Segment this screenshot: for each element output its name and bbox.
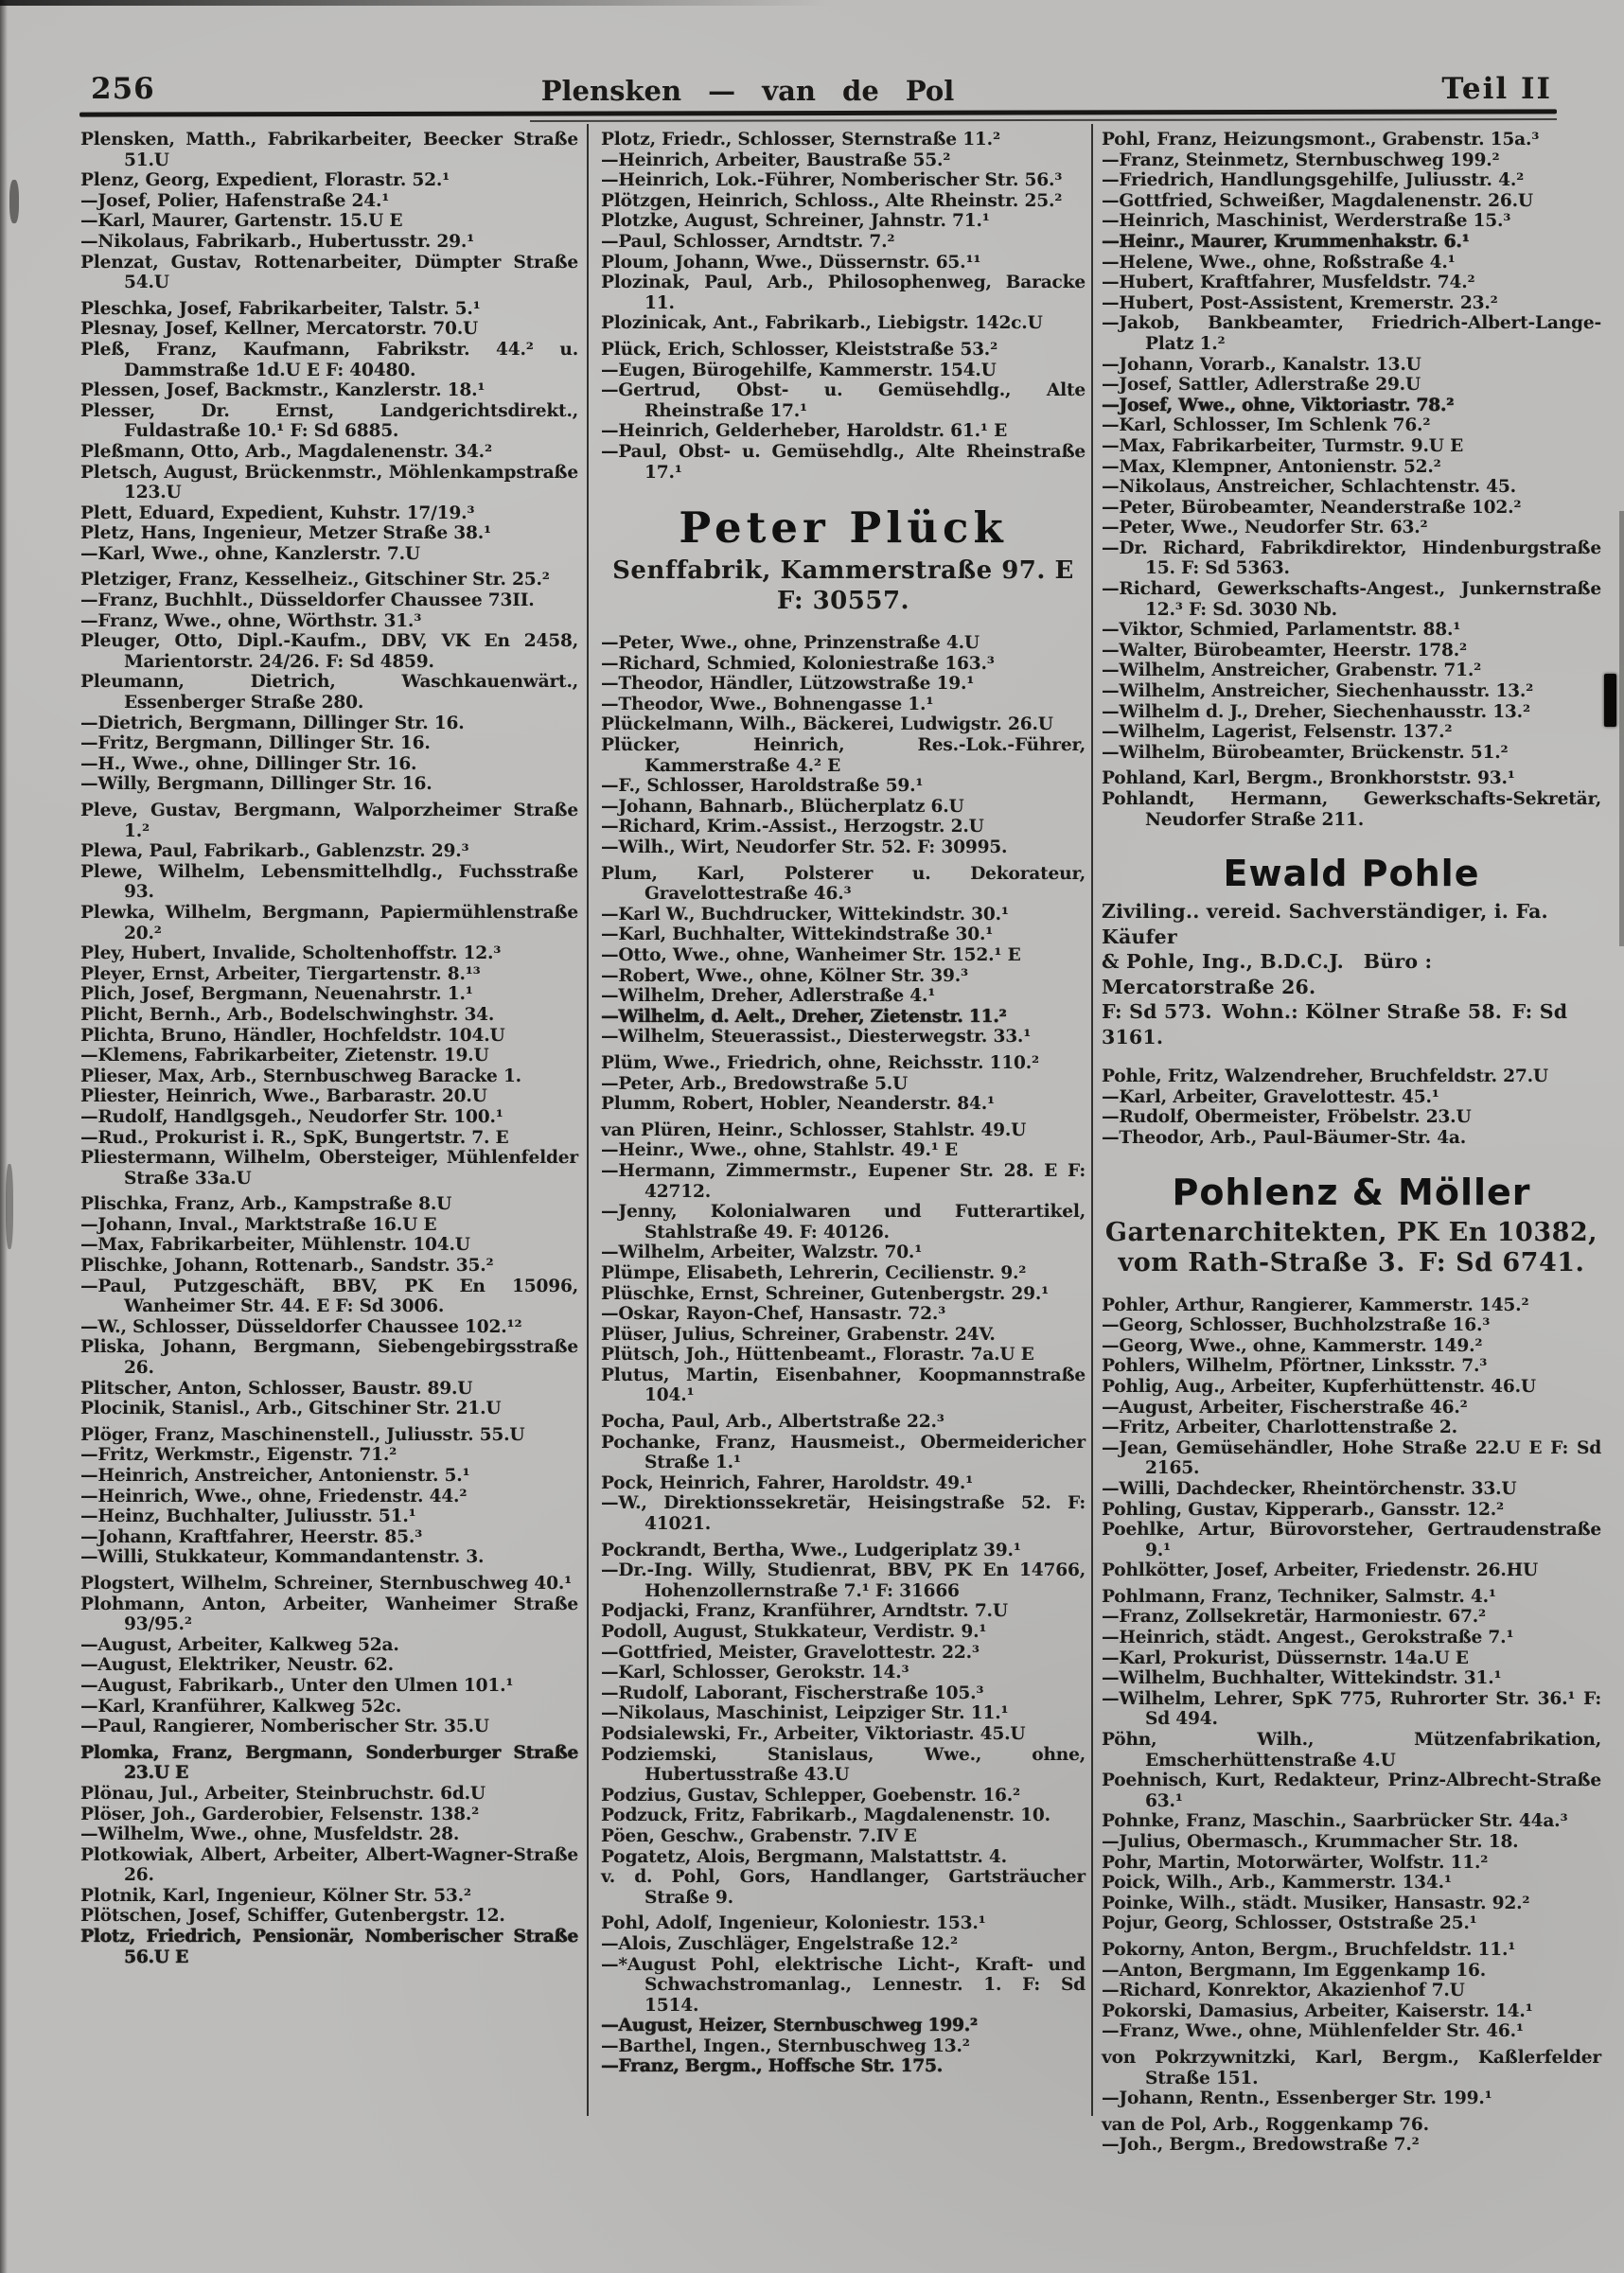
directory-entry: van Plüren, Heinr., Schlosser, Stahlstr. 49.U <box>601 1119 1027 1140</box>
directory-entry: Plücker, Heinrich, Res.-Lok.-Führer, Kammerstraße 4.² E <box>601 735 1086 776</box>
directory-entry: —Karl, Maurer, Gartenstr. 15.U E <box>80 211 403 232</box>
directory-entry: —Heinr., Wwe., ohne, Stahlstr. 49.¹ E <box>601 1140 958 1161</box>
directory-entry: Poinke, Wilh., städt. Musiker, Hansastr. 92.² <box>1102 1893 1530 1913</box>
directory-entry: —Robert, Wwe., ohne, Kölner Str. 39.³ <box>601 965 968 986</box>
directory-entry: Plötzgen, Heinrich, Schloss., Alte Rheinstr. 25.² <box>601 190 1063 211</box>
directory-entry: —Rud., Prokurist i. R., SpK, Bungertstr. 7. E <box>80 1127 509 1148</box>
directory-entry: —Helene, Wwe., ohne, Roßstraße 4.¹ <box>1102 252 1456 273</box>
directory-entry: —August, Arbeiter, Fischerstraße 46.² <box>1102 1397 1468 1418</box>
directory-entry: Plischka, Franz, Arb., Kampstraße 8.U <box>80 1194 452 1215</box>
directory-entry: Plomka, Franz, Bergmann, Sonderburger Straße 23.U E <box>80 1742 578 1784</box>
directory-entry: Plotzke, August, Schreiner, Jahnstr. 71.¹ <box>601 211 990 232</box>
directory-entry: Pohland, Karl, Bergm., Bronkhorststr. 93.¹ <box>1102 768 1515 789</box>
directory-entry: —Dietrich, Bergmann, Dillinger Str. 16. <box>80 713 465 733</box>
directory-entry: Plischke, Johann, Rottenarb., Sandstr. 35.² <box>80 1256 494 1277</box>
directory-entry: Plutus, Martin, Eisenbahner, Koopmannstraße 104.¹ <box>601 1365 1086 1406</box>
directory-entry: —August, Heizer, Sternbuschweg 199.² <box>601 2016 978 2036</box>
directory-entry: Pohlig, Aug., Arbeiter, Kupferhüttenstr. 46.U <box>1102 1376 1536 1397</box>
directory-entry: —Wilhelm, Arbeiter, Walzstr. 70.¹ <box>601 1242 923 1263</box>
directory-entry: —Richard, Schmied, Koloniestraße 163.³ <box>601 653 995 674</box>
directory-entry: Pletsch, August, Brückenmstr., Möhlenkampstraße 123.U <box>80 462 578 503</box>
directory-entry: —Max, Klempner, Antonienstr. 52.² <box>1102 456 1441 477</box>
directory-entry: —Otto, Wwe., ohne, Wanheimer Str. 152.¹ E <box>601 945 1021 965</box>
directory-entry: Pokorny, Anton, Bergm., Bruchfeldstr. 11.¹ <box>1102 1939 1516 1960</box>
directory-entry: —Heinrich, Gelderheber, Haroldstr. 61.¹ E <box>601 421 1008 442</box>
directory-entry: —W., Schlosser, Düsseldorfer Chaussee 102.¹² <box>80 1316 522 1337</box>
directory-entry: Pletziger, Franz, Kesselheiz., Gitschiner Str. 25.² <box>80 570 550 590</box>
directory-entry: —Franz, Bergm., Hoffsche Str. 175. <box>601 2056 943 2077</box>
directory-entry: Pleßmann, Otto, Arb., Magdalenenstr. 34.² <box>80 441 492 462</box>
directory-entry: Plönau, Jul., Arbeiter, Steinbruchstr. 6d.U <box>80 1783 485 1804</box>
directory-entry: —Franz, Zollsekretär, Harmoniestr. 67.² <box>1102 1607 1486 1628</box>
directory-entry: —Karl, Wwe., ohne, Kanzlerstr. 7.U <box>80 543 420 564</box>
directory-entry: —Gertrud, Obst- u. Gemüsehdlg., Alte Rheinstraße 17.¹ <box>601 380 1086 421</box>
directory-entry: —Wilhelm, Lagerist, Felsenstr. 137.² <box>1102 722 1453 743</box>
directory-entry: Podziemski, Stanislaus, Wwe., ohne, Hubertusstraße 43.U <box>601 1744 1086 1786</box>
page-title: Plensken — van de Pol <box>540 75 955 107</box>
header-rule-thin <box>530 118 1557 122</box>
directory-entry: —Franz, Wwe., ohne, Mühlenfelder Str. 46.¹ <box>1102 2021 1524 2042</box>
directory-entry: —Heinrich, Anstreicher, Antonienstr. 5.¹ <box>80 1466 470 1486</box>
directory-entry: Plüser, Julius, Schreiner, Grabenstr. 24V. <box>601 1324 996 1345</box>
directory-entry: Plesser, Dr. Ernst, Landgerichtsdirekt., Fuldastraße 10.¹ F: Sd 6885. <box>80 400 578 442</box>
directory-entry: —Jean, Gemüsehändler, Hohe Straße 22.U E F: Sd 2165. <box>1102 1437 1601 1479</box>
directory-entry: —Joh., Bergm., Bredowstraße 7.² <box>1102 2135 1420 2156</box>
directory-entry: —Josef, Polier, Hafenstraße 24.¹ <box>80 190 390 211</box>
directory-entry: Pleumann, Dietrich, Waschkauenwärt., Essenberger Straße 280. <box>80 672 578 714</box>
directory-entry: Podoll, August, Stukkateur, Verdistr. 9.¹ <box>601 1622 987 1642</box>
directory-entry: Pliestermann, Wilhelm, Obersteiger, Mühlenfelder Straße 33a.U <box>80 1148 578 1189</box>
directory-entry: Plotkowiak, Albert, Arbeiter, Albert-Wagner-Straße 26. <box>80 1844 578 1886</box>
directory-entry: —August, Arbeiter, Kalkweg 52a. <box>80 1634 399 1655</box>
directory-entry: —Theodor, Wwe., Bohnengasse 1.¹ <box>601 694 934 714</box>
directory-entry: Plotz, Friedr., Schlosser, Sternstraße 11.² <box>601 130 1000 150</box>
directory-entry: Plotz, Friedrich, Pensionär, Nomberischer Straße 56.U E <box>80 1927 578 1967</box>
directory-entry: Poehlke, Artur, Bürovorsteher, Gertraudenstraße 9.¹ <box>1102 1520 1601 1560</box>
directory-entry: Plitscher, Anton, Schlosser, Baustr. 89.U <box>80 1378 473 1399</box>
directory-entry: Pohle, Fritz, Walzendreher, Bruchfeldstr. 27.U <box>1102 1066 1548 1087</box>
directory-entry: Plesnay, Josef, Kellner, Mercatorstr. 70.U <box>80 319 478 340</box>
directory-entry: —Oskar, Rayon-Chef, Hansastr. 72.³ <box>601 1304 946 1325</box>
ad-title: Peter Plück <box>679 502 1008 554</box>
directory-entry: —Johann, Bahnarb., Blücherplatz 6.U <box>601 796 964 817</box>
directory-entry: Plewe, Wilhelm, Lebensmittelhdlg., Fuchsstraße 93. <box>80 861 578 903</box>
scan-artifact-ink-mark <box>1604 674 1616 727</box>
ad-ewald-pohle <box>1102 853 1601 1049</box>
directory-entry: —Wilhelm, Bürobeamter, Brückenstr. 51.² <box>1102 742 1509 763</box>
scan-artifact-speck <box>9 180 19 223</box>
scan-artifact-top-edge <box>0 0 833 6</box>
column-1 <box>80 130 578 1967</box>
directory-entry: —Friedrich, Handlungsgehilfe, Juliusstr. 4.² <box>1102 170 1525 191</box>
ad-title: Ewald Pohle <box>1223 853 1480 895</box>
directory-entry: Plogstert, Wilhelm, Schreiner, Sternbuschweg 40.¹ <box>80 1573 573 1594</box>
directory-entry: —Peter, Arb., Bredowstraße 5.U <box>601 1073 909 1094</box>
directory-entry: —Wilhelm, Anstreicher, Grabenstr. 71.² <box>1102 661 1482 681</box>
directory-entry: Podzius, Gustav, Schlepper, Goebenstr. 16.² <box>601 1785 1021 1806</box>
directory-entry: van de Pol, Arb., Roggenkamp 76. <box>1102 2114 1429 2135</box>
directory-entry: Podzuck, Fritz, Fabrikarb., Magdalenenstr. 10. <box>601 1806 1050 1826</box>
ad-body <box>601 555 1086 616</box>
directory-entry: —Viktor, Schmied, Parlamentstr. 88.¹ <box>1102 620 1461 641</box>
scan-artifact-left-edge <box>0 0 8 2273</box>
directory-entry: —Willy, Bergmann, Dillinger Str. 16. <box>80 774 432 795</box>
directory-entry: —Heinrich, städt. Angest., Gerokstraße 7.¹ <box>1102 1628 1514 1648</box>
directory-entry: Plett, Eduard, Expedient, Kuhstr. 17/19.³ <box>80 502 475 523</box>
directory-entry: —Max, Fabrikarbeiter, Turmstr. 9.U E <box>1102 435 1464 456</box>
ad-peter-plueck <box>601 502 1086 616</box>
directory-entry: —Paul, Obst- u. Gemüsehdlg., Alte Rheinstraße 17.¹ <box>601 441 1086 483</box>
directory-entry: —Jenny, Kolonialwaren und Futterartikel, Stahlstraße 49. F: 40126. <box>601 1202 1086 1242</box>
directory-entry: —Wilhelm, Lehrer, SpK 775, Ruhrorter Str. 36.¹ F: Sd 494. <box>1102 1688 1601 1730</box>
directory-entry: Pojur, Georg, Schlosser, Oststraße 25.¹ <box>1102 1913 1477 1934</box>
directory-entry: —Johann, Inval., Marktstraße 16.U E <box>80 1214 437 1235</box>
directory-entry: Plozinicak, Ant., Fabrikarb., Liebigstr. 142c.U <box>601 313 1043 334</box>
directory-entry: —Peter, Wwe., Neudorfer Str. 63.² <box>1102 518 1428 538</box>
section-label: Teil II <box>1441 72 1552 106</box>
directory-entry: —H., Wwe., ohne, Dillinger Str. 16. <box>80 753 417 774</box>
directory-entry: Plümpe, Elisabeth, Lehrerin, Cecilienstr. 9.² <box>601 1262 1027 1283</box>
directory-entry: —Paul, Putzgeschäft, BBV, PK En 15096, Wanheimer Str. 44. E F: Sd 3006. <box>80 1276 578 1317</box>
directory-entry: —Klemens, Fabrikarbeiter, Zietenstr. 19.U <box>80 1046 489 1066</box>
directory-entry: —Wilhelm, Steuerassist., Diesterwegstr. 33.¹ <box>601 1027 1032 1048</box>
directory-entry: —Richard, Konrektor, Akazienhof 7.U <box>1102 1981 1465 2001</box>
directory-entry: —Wilh., Wirt, Neudorfer Str. 52. F: 30995. <box>601 837 1008 858</box>
ad-title: Pohlenz & Möller <box>1172 1171 1531 1213</box>
directory-entry: —Richard, Gewerkschafts-Angest., Junkernstraße 12.³ F: Sd. 3030 Nb. <box>1102 579 1601 620</box>
directory-entry: —Willi, Stukkateur, Kommandantenstr. 3. <box>80 1547 485 1568</box>
directory-entry: Pohlandt, Hermann, Gewerkschafts-Sekretär, Neudorfer Straße 211. <box>1102 789 1601 830</box>
directory-entry: Plensken, Matth., Fabrikarbeiter, Beecker Straße 51.U <box>80 130 578 170</box>
directory-entry: —Max, Fabrikarbeiter, Mühlenstr. 104.U <box>80 1235 470 1256</box>
column-divider-2 <box>1091 124 1093 2116</box>
directory-entry: Plüschke, Ernst, Schreiner, Gutenbergstr. 29.¹ <box>601 1283 1050 1304</box>
ad-line: Ziviling.. vereid. Sachverständiger, i. Fa. Käufer <box>1102 900 1548 948</box>
directory-entry: —Rudolf, Handlgsgeh., Neudorfer Str. 100.¹ <box>80 1106 503 1127</box>
ad-body <box>1102 1218 1601 1278</box>
directory-entry: Pohr, Martin, Motorwärter, Wolfstr. 11.² <box>1102 1852 1489 1873</box>
directory-entry: —Josef, Sattler, Adlerstraße 29.U <box>1102 375 1421 396</box>
directory-entry: —Barthel, Ingen., Sternbuschweg 13.² <box>601 2035 970 2056</box>
directory-entry: —Heinrich, Wwe., ohne, Friedenstr. 44.² <box>80 1486 468 1507</box>
directory-entry: Pohnke, Franz, Maschin., Saarbrücker Str. 44a.³ <box>1102 1811 1568 1832</box>
ad-line: vom Rath-Straße 3. F: Sd 6741. <box>1118 1247 1585 1277</box>
directory-entry: —Peter, Bürobeamter, Neanderstraße 102.² <box>1102 497 1522 518</box>
directory-entry: Plocinik, Stanisl., Arb., Gitschiner Str. 21.U <box>80 1399 502 1419</box>
directory-entry: —Johann, Rentn., Essenberger Str. 199.¹ <box>1102 2088 1492 2109</box>
directory-entry: —Heinr., Maurer, Krummenhakstr. 6.¹ <box>1102 231 1470 252</box>
directory-entry: Pohlkötter, Josef, Arbeiter, Friedenstr. 26.HU <box>1102 1560 1539 1581</box>
directory-entry: —Fritz, Werkmstr., Eigenstr. 71.² <box>80 1445 397 1466</box>
directory-entry: —Karl, Kranführer, Kalkweg 52c. <box>80 1696 402 1717</box>
directory-entry: Poick, Wilh., Arb., Kammerstr. 134.¹ <box>1102 1873 1452 1894</box>
ad-line: & Pohle, Ing., B.D.C.J. Büro : Mercatorstraße 26. <box>1102 950 1433 998</box>
directory-entry: Plum, Karl, Polsterer u. Dekorateur, Gravelottestraße 46.³ <box>601 863 1086 905</box>
directory-entry: —Gottfried, Schweißer, Magdalenenstr. 26.U <box>1102 190 1533 211</box>
directory-entry: Pohl, Franz, Heizungsmont., Grabenstr. 15a.³ <box>1102 130 1540 150</box>
directory-entry: —Anton, Bergmann, Im Eggenkamp 16. <box>1102 1960 1487 1981</box>
directory-entry: —Karl, Schlosser, Gerokstr. 14.³ <box>601 1663 909 1683</box>
directory-entry: Ploum, Johann, Wwe., Düssernstr. 65.¹¹ <box>601 252 981 273</box>
scan-artifact-right-edge <box>1619 511 1624 946</box>
directory-entry: Pliska, Johann, Bergmann, Siebengebirgsstraße 26. <box>80 1337 578 1379</box>
directory-entry: Plötschen, Josef, Schiffer, Gutenbergstr. 12. <box>80 1906 505 1927</box>
directory-entry: —Hermann, Zimmermstr., Eupener Str. 28. E F: 42712. <box>601 1160 1086 1202</box>
directory-entry: —Paul, Schlosser, Arndtstr. 7.² <box>601 231 895 252</box>
directory-entry: —Peter, Wwe., ohne, Prinzenstraße 4.U <box>601 633 980 654</box>
directory-entry: Plütsch, Joh., Hüttenbeamt., Florastr. 7a.U E <box>601 1345 1034 1366</box>
ad-line: Senffabrik, Kammerstraße 97. E <box>612 556 1074 586</box>
directory-entry: Plöser, Joh., Garderobier, Felsenstr. 138.² <box>80 1804 480 1824</box>
directory-entry: —Dr. Richard, Fabrikdirektor, Hindenburgstraße 15. F: Sd 5363. <box>1102 537 1601 579</box>
directory-entry: Pleuger, Otto, Dipl.-Kaufm., DBV, VK En 2458, Marientorstr. 24/26. F: Sd 4859. <box>80 631 578 672</box>
directory-entry: —Karl, Arbeiter, Gravelottestr. 45.¹ <box>1102 1086 1439 1107</box>
directory-entry: Plückelmann, Wilh., Bäckerei, Ludwigstr. 26.U <box>601 714 1053 735</box>
directory-entry: Pohlers, Wilhelm, Pförtner, Linksstr. 7.³ <box>1102 1356 1488 1377</box>
directory-entry: Pohler, Arthur, Rangierer, Kammerstr. 145.² <box>1102 1295 1529 1315</box>
directory-entry: —Karl W., Buchdrucker, Wittekindstr. 30.¹ <box>601 904 1009 925</box>
directory-entry: —Heinrich, Lok.-Führer, Nomberischer Str. 56.³ <box>601 170 1063 191</box>
directory-entry: Plicht, Bernh., Arb., Bodelschwinghstr. 34. <box>80 1004 495 1025</box>
directory-entry: Plöger, Franz, Maschinenstell., Juliusstr. 55.U <box>80 1424 525 1445</box>
directory-entry: —Nikolaus, Maschinist, Leipziger Str. 11.¹ <box>601 1703 1009 1724</box>
directory-entry: Plieser, Max, Arb., Sternbuschweg Baracke 1. <box>80 1066 521 1086</box>
directory-entry: Pockrandt, Bertha, Wwe., Ludgeriplatz 39.¹ <box>601 1540 1021 1560</box>
directory-entry: v. d. Pohl, Gors, Handlanger, Gartsträucher Straße 9. <box>601 1867 1086 1908</box>
directory-entry: Pochanke, Franz, Hausmeist., Obermeidericher Straße 1.¹ <box>601 1432 1086 1473</box>
column-3 <box>1102 130 1601 2156</box>
directory-entry: —Karl, Schlosser, Im Schlenk 76.² <box>1102 415 1431 436</box>
directory-entry: Pliester, Heinrich, Wwe., Barbarastr. 20.U <box>80 1086 487 1107</box>
directory-entry: —Richard, Krim.-Assist., Herzogstr. 2.U <box>601 817 984 837</box>
directory-entry: —Willi, Dachdecker, Rheintörchenstr. 33.U <box>1102 1478 1517 1499</box>
directory-entry: —Franz, Buchhlt., Düsseldorfer Chaussee 73II. <box>80 590 535 611</box>
directory-entry: Pleschka, Josef, Fabrikarbeiter, Talstr. 5.¹ <box>80 298 481 319</box>
directory-entry: —Wilhelm, Anstreicher, Siechenhausstr. 13.² <box>1102 681 1534 702</box>
directory-entry: —Wilhelm d. J., Dreher, Siechenhausstr. 13.² <box>1102 701 1530 722</box>
directory-entry: —Walter, Bürobeamter, Heerstr. 178.² <box>1102 640 1467 661</box>
directory-entry: Plessen, Josef, Backmstr., Kanzlerstr. 18.¹ <box>80 380 485 401</box>
directory-entry: Plotnik, Karl, Ingenieur, Kölner Str. 53.² <box>80 1885 471 1906</box>
directory-entry: Plück, Erich, Schlosser, Kleiststraße 53.² <box>601 339 998 360</box>
directory-entry: —Wilhelm, Buchhalter, Wittekindstr. 31.¹ <box>1102 1668 1502 1689</box>
directory-entry: von Pokrzywnitzki, Karl, Bergm., Kaßlerfelder Straße 151. <box>1102 2047 1601 2088</box>
directory-entry: —Jakob, Bankbeamter, Friedrich-Albert-Lange-Platz 1.² <box>1102 313 1601 354</box>
directory-entry: —Dr.-Ing. Willy, Studienrat, BBV, PK En 14766, Hohenzollernstraße 7.¹ F: 31666 <box>601 1560 1086 1601</box>
directory-entry: —Josef, Wwe., ohne, Viktoriastr. 78.² <box>1102 395 1455 415</box>
ad-pohlenz-moeller <box>1102 1172 1601 1278</box>
directory-entry: Pley, Hubert, Invalide, Scholtenhoffstr. 12.³ <box>80 943 502 964</box>
header-rule <box>79 109 1557 116</box>
directory-entry: Pleß, Franz, Kaufmann, Fabrikstr. 44.² u. Dammstraße 1d.U E F: 40480. <box>80 339 578 380</box>
directory-entry: —Wilhelm, Wwe., ohne, Musfeldstr. 28. <box>80 1824 460 1845</box>
directory-entry: —Heinz, Buchhalter, Juliusstr. 51.¹ <box>80 1507 416 1527</box>
directory-entry: —Nikolaus, Fabrikarb., Hubertusstr. 29.¹ <box>80 231 475 252</box>
directory-entry: —Karl, Prokurist, Düssernstr. 14a.U E <box>1102 1647 1469 1668</box>
directory-entry: —Rudolf, Obermeister, Fröbelstr. 23.U <box>1102 1107 1472 1128</box>
directory-entry: —Gottfried, Meister, Gravelottestr. 22.³ <box>601 1642 980 1663</box>
directory-entry: —Heinrich, Arbeiter, Baustraße 55.² <box>601 150 951 170</box>
directory-entry: Plewa, Paul, Fabrikarb., Gablenzstr. 29.³ <box>80 841 469 862</box>
directory-entry: —Julius, Obermasch., Krummacher Str. 18. <box>1102 1832 1519 1852</box>
directory-entry: —Fritz, Arbeiter, Charlottenstraße 2. <box>1102 1418 1457 1438</box>
directory-entry: Plewka, Wilhelm, Bergmann, Papiermühlenstraße 20.² <box>80 902 578 943</box>
directory-entry: Plenzat, Gustav, Rottenarbeiter, Dümpter Straße 54.U <box>80 252 578 293</box>
directory-entry: —Alois, Zuschläger, Engelstraße 12.² <box>601 1933 958 1954</box>
directory-entry: —Karl, Buchhalter, Wittekindstraße 30.¹ <box>601 925 994 945</box>
directory-entry: —August, Fabrikarb., Unter den Ulmen 101.¹ <box>80 1675 514 1696</box>
directory-entry: Plich, Josef, Bergmann, Neuenahrstr. 1.¹ <box>80 984 473 1005</box>
directory-entry: —Hubert, Kraftfahrer, Musfeldstr. 74.² <box>1102 273 1475 293</box>
directory-entry: Pohlmann, Franz, Techniker, Salmstr. 4.¹ <box>1102 1586 1496 1607</box>
directory-entry: Pletz, Hans, Ingenieur, Metzer Straße 38.¹ <box>80 523 491 544</box>
directory-entry: Pogatetz, Alois, Bergmann, Malstattstr. 4. <box>601 1846 1007 1867</box>
directory-entry: —Fritz, Bergmann, Dillinger Str. 16. <box>80 733 431 754</box>
ad-line: F: Sd 573. Wohn.: Kölner Straße 58. F: Sd 3161. <box>1102 1000 1568 1048</box>
directory-entry: —W., Direktionssekretär, Heisingstraße 52. F: 41021. <box>601 1493 1086 1535</box>
directory-entry: —F., Schlosser, Haroldstraße 59.¹ <box>601 776 924 797</box>
directory-entry: —Wilhelm, Dreher, Adlerstraße 4.¹ <box>601 986 936 1007</box>
directory-entry: Pock, Heinrich, Fahrer, Haroldstr. 49.¹ <box>601 1472 974 1493</box>
page-number: 256 <box>91 72 155 106</box>
directory-entry: —Franz, Steinmetz, Sternbuschweg 199.² <box>1102 150 1500 170</box>
directory-entry: Pokorski, Damasius, Arbeiter, Kaiserstr. 14.¹ <box>1102 2000 1533 2021</box>
directory-entry: Poehnisch, Kurt, Redakteur, Prinz-Albrecht-Straße 63.¹ <box>1102 1771 1601 1811</box>
directory-entry: Pöen, Geschw., Grabenstr. 7.IV E <box>601 1825 917 1846</box>
directory-entry: Plichta, Bruno, Händler, Hochfeldstr. 104.U <box>80 1025 505 1046</box>
directory-entry: —Hubert, Post-Assistent, Kremerstr. 23.² <box>1102 292 1498 313</box>
directory-entry: Pohling, Gustav, Kipperarb., Gansstr. 12.² <box>1102 1499 1504 1520</box>
directory-entry: —Johann, Vorarb., Kanalstr. 13.U <box>1102 354 1421 375</box>
directory-entry: Pleyer, Ernst, Arbeiter, Tiergartenstr. 8.¹³ <box>80 963 481 984</box>
directory-entry: —Paul, Rangierer, Nomberischer Str. 35.U <box>80 1717 489 1737</box>
directory-entry: Podjacki, Franz, Kranführer, Arndtstr. 7.U <box>601 1601 1008 1622</box>
directory-entry: —Franz, Wwe., ohne, Wörthstr. 31.³ <box>80 610 422 631</box>
column-2 <box>601 130 1086 2077</box>
directory-entry: Plenz, Georg, Expedient, Florastr. 52.¹ <box>80 170 450 191</box>
directory-entry: —Theodor, Arb., Paul-Bäumer-Str. 4a. <box>1102 1127 1467 1148</box>
directory-entry: Plumm, Robert, Hobler, Neanderstr. 84.¹ <box>601 1094 995 1115</box>
column-divider-1 <box>587 124 589 2116</box>
directory-entry: Pocha, Paul, Arb., Albertstraße 22.³ <box>601 1412 944 1433</box>
directory-entry: —Johann, Kraftfahrer, Heerstr. 85.³ <box>80 1526 423 1547</box>
scan-artifact-speck <box>6 1164 13 1249</box>
directory-entry: Plozinak, Paul, Arb., Philosophenweg, Baracke 11. <box>601 273 1086 313</box>
directory-entry: —Nikolaus, Anstreicher, Schlachtenstr. 45. <box>1102 477 1516 498</box>
directory-entry: —Wilhelm, d. Aelt., Dreher, Zietenstr. 11.² <box>601 1006 1007 1027</box>
directory-entry: —Heinrich, Maschinist, Werderstraße 15.³ <box>1102 211 1511 232</box>
ad-body <box>1102 899 1601 1049</box>
ad-line: Gartenarchitekten, PK En 10382, <box>1104 1217 1598 1247</box>
directory-entry: Plüm, Wwe., Friedrich, ohne, Reichsstr. 110.² <box>601 1052 1039 1073</box>
directory-entry: —Georg, Schlosser, Buchholzstraße 16.³ <box>1102 1315 1491 1336</box>
directory-entry: Pohl, Adolf, Ingenieur, Koloniestr. 153.¹ <box>601 1913 986 1934</box>
directory-entry: —Georg, Wwe., ohne, Kammerstr. 149.² <box>1102 1335 1483 1356</box>
directory-entry: —Rudolf, Laborant, Fischerstraße 105.³ <box>601 1683 984 1703</box>
directory-entry: Podsialewski, Fr., Arbeiter, Viktoriastr. 45.U <box>601 1723 1026 1744</box>
directory-entry: Pöhn, Wilh., Mützenfabrikation, Emscherhüttenstraße 4.U <box>1102 1730 1601 1771</box>
directory-entry: Plohmann, Anton, Arbeiter, Wanheimer Straße 93/95.² <box>80 1594 578 1635</box>
directory-entry: —*August Pohl, elektrische Licht-, Kraft- und Schwachstromanlag., Lennestr. 1. F: Sd 1514. <box>601 1954 1086 2016</box>
directory-entry: —Theodor, Händler, Lützowstraße 19.¹ <box>601 674 975 695</box>
directory-entry: Pleve, Gustav, Bergmann, Walporzheimer Straße 1.² <box>80 801 578 841</box>
ad-line: F: 30557. <box>776 587 910 616</box>
directory-entry: —August, Elektriker, Neustr. 62. <box>80 1655 394 1676</box>
directory-entry: —Eugen, Bürogehilfe, Kammerstr. 154.U <box>601 360 997 380</box>
